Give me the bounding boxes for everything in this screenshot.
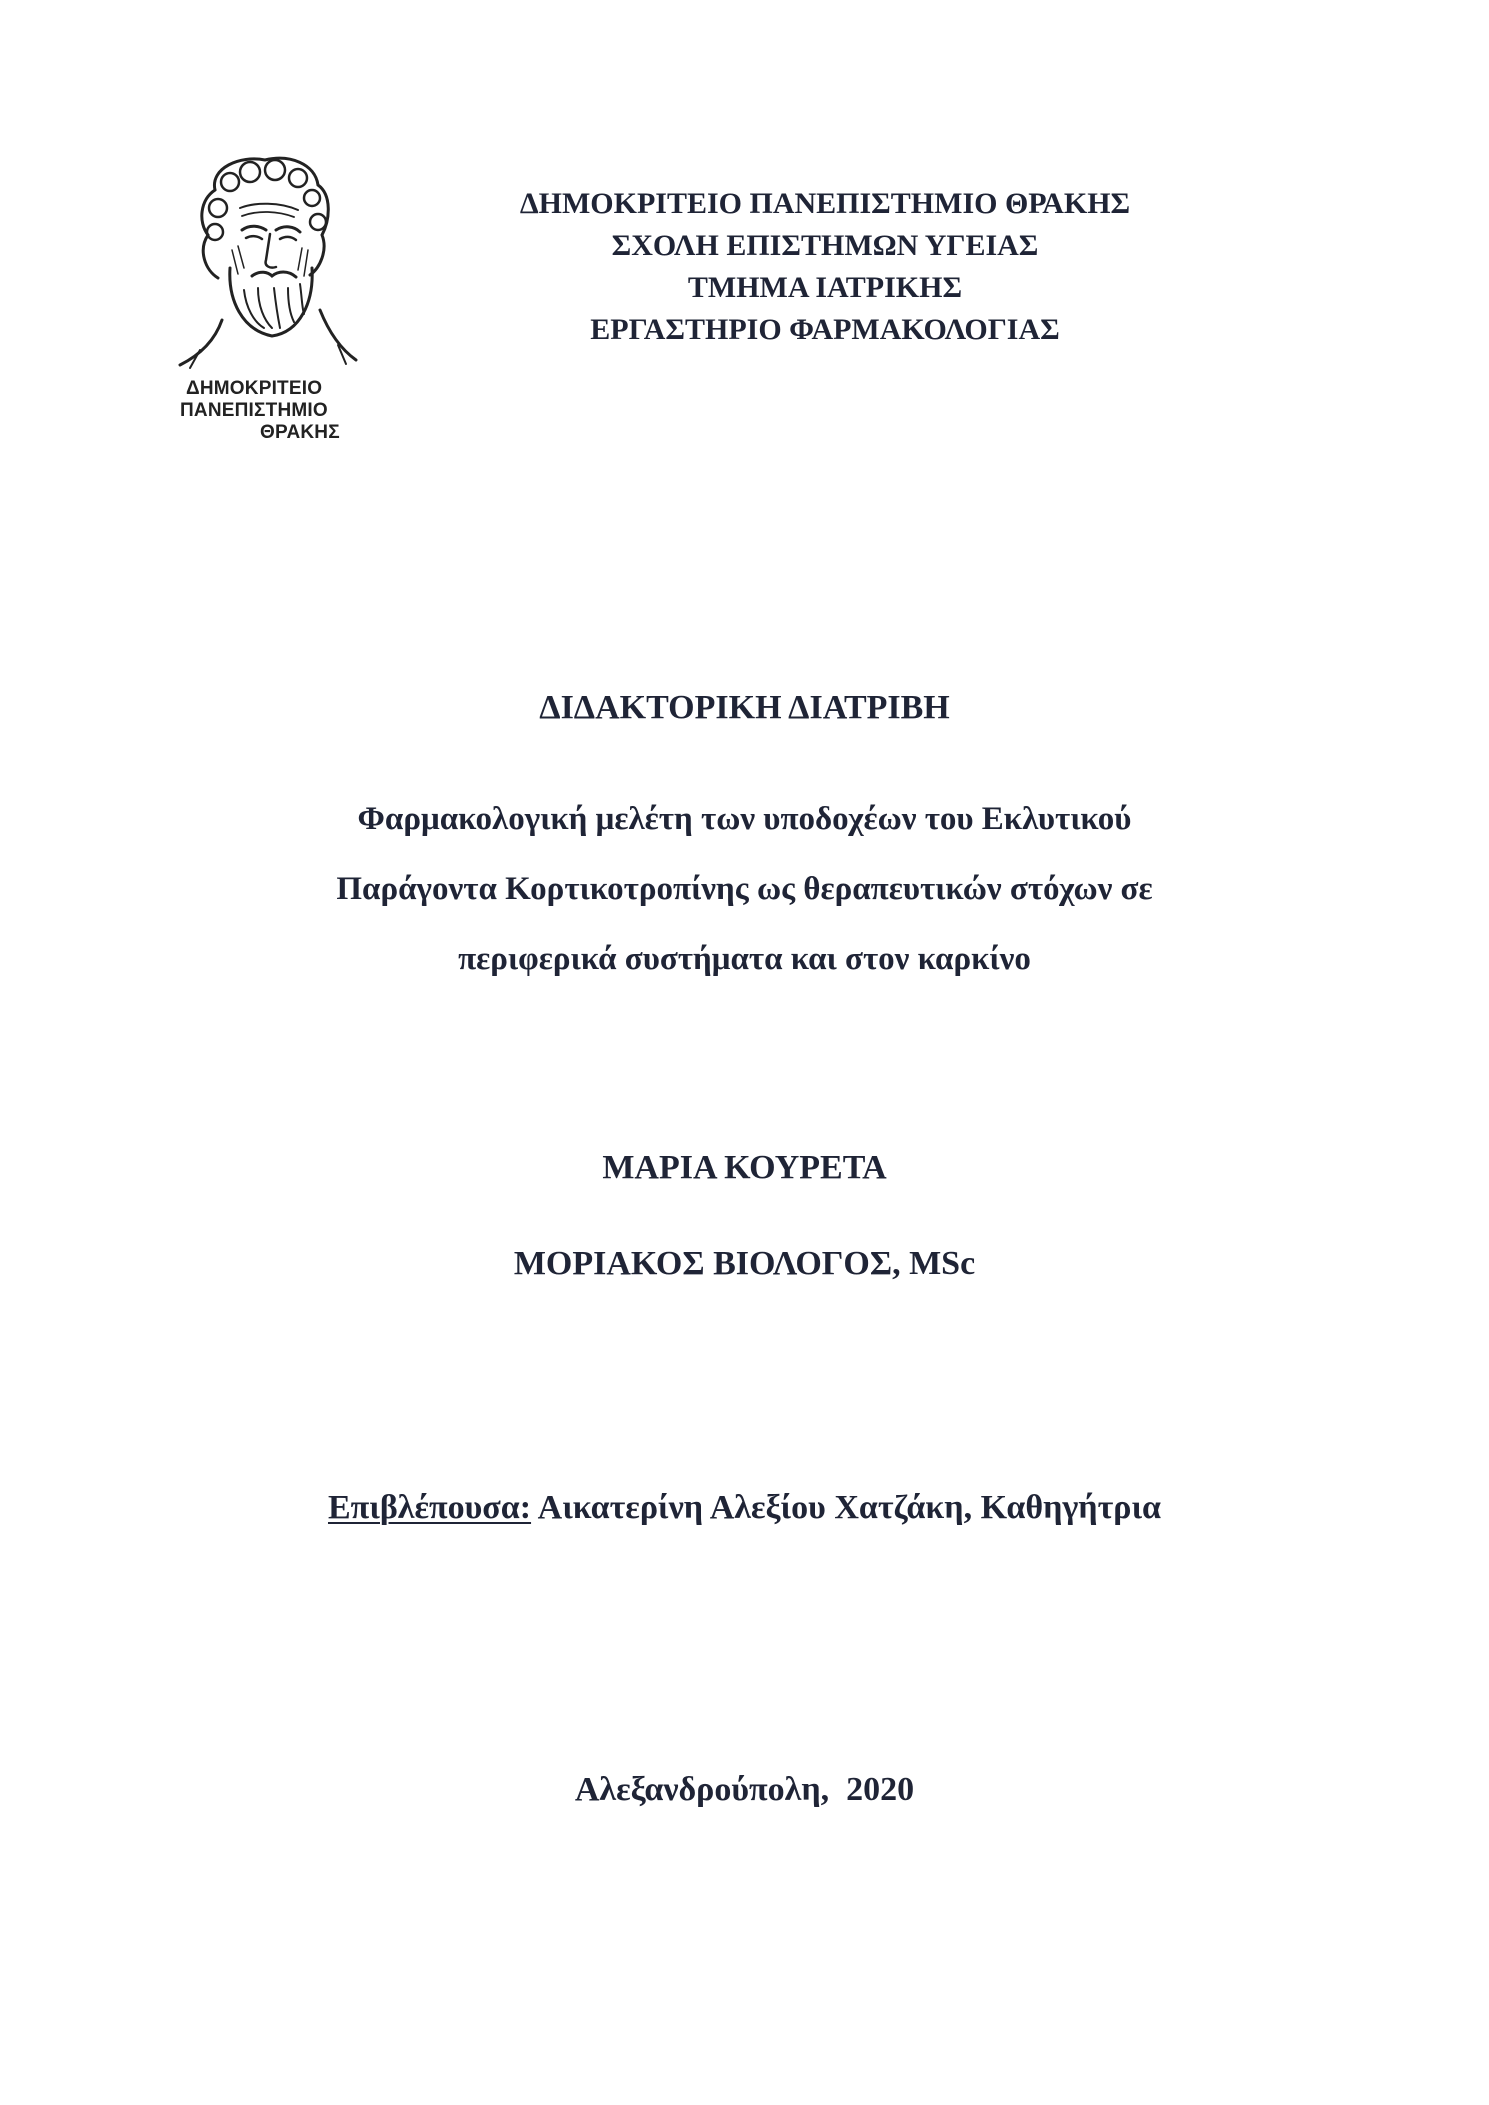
thesis-title	[140, 784, 1349, 994]
logo-caption-line-2: ΠΑΝΕΠΙΣΤΗΜΙΟ	[180, 400, 328, 421]
logo-caption-line-1: ΔΗΜΟΚΡΙΤΕΙΟ	[186, 378, 323, 399]
document-type: ΔΙΔΑΚΤΟΡΙΚΗ ΔΙΑΤΡΙΒΗ	[539, 689, 950, 726]
supervisor-line	[0, 1488, 1489, 1528]
place-and-year: Αλεξανδρούπολη, 2020	[574, 1771, 915, 1808]
department-name: ΤΜΗΜΑ ΙΑΤΡΙΚΗΣ	[687, 271, 963, 304]
thesis-title-line-3: περιφερικά συστήματα και στον καρκίνο	[458, 941, 1031, 977]
laboratory-name: ΕΡΓΑΣΤΗΡΙΟ ΦΑΡΜΑΚΟΛΟΓΙΑΣ	[590, 313, 1060, 346]
logo-caption	[180, 378, 350, 444]
author-degree: ΜΟΡΙΑΚΟΣ ΒΙΟΛΟΓΟΣ, MSc	[513, 1245, 976, 1282]
institution-header	[390, 183, 1260, 351]
thesis-title-line-1: Φαρμακολογική μελέτη των υποδοχέων του Εκλυτικού	[357, 801, 1132, 837]
school-name: ΣΧΟΛΗ ΕΠΙΣΤΗΜΩΝ ΥΓΕΙΑΣ	[611, 229, 1039, 262]
thesis-title-line-2: Παράγοντα Κορτικοτροπίνης ως θεραπευτικών στόχων σε	[336, 871, 1153, 907]
university-name: ΔΗΜΟΚΡΙΤΕΙΟ ΠΑΝΕΠΙΣΤΗΜΙΟ ΘΡΑΚΗΣ	[519, 187, 1131, 220]
supervisor-name: Αικατερίνη Αλεξίου Χατζάκη, Καθηγήτρια	[537, 1489, 1161, 1526]
democritus-bust-icon	[160, 150, 360, 375]
author-name: ΜΑΡΙΑ ΚΟΥΡΕΤΑ	[602, 1149, 887, 1186]
supervisor-label: Επιβλέπουσα:	[327, 1489, 532, 1526]
logo-caption-line-3: ΘΡΑΚΗΣ	[260, 422, 340, 443]
